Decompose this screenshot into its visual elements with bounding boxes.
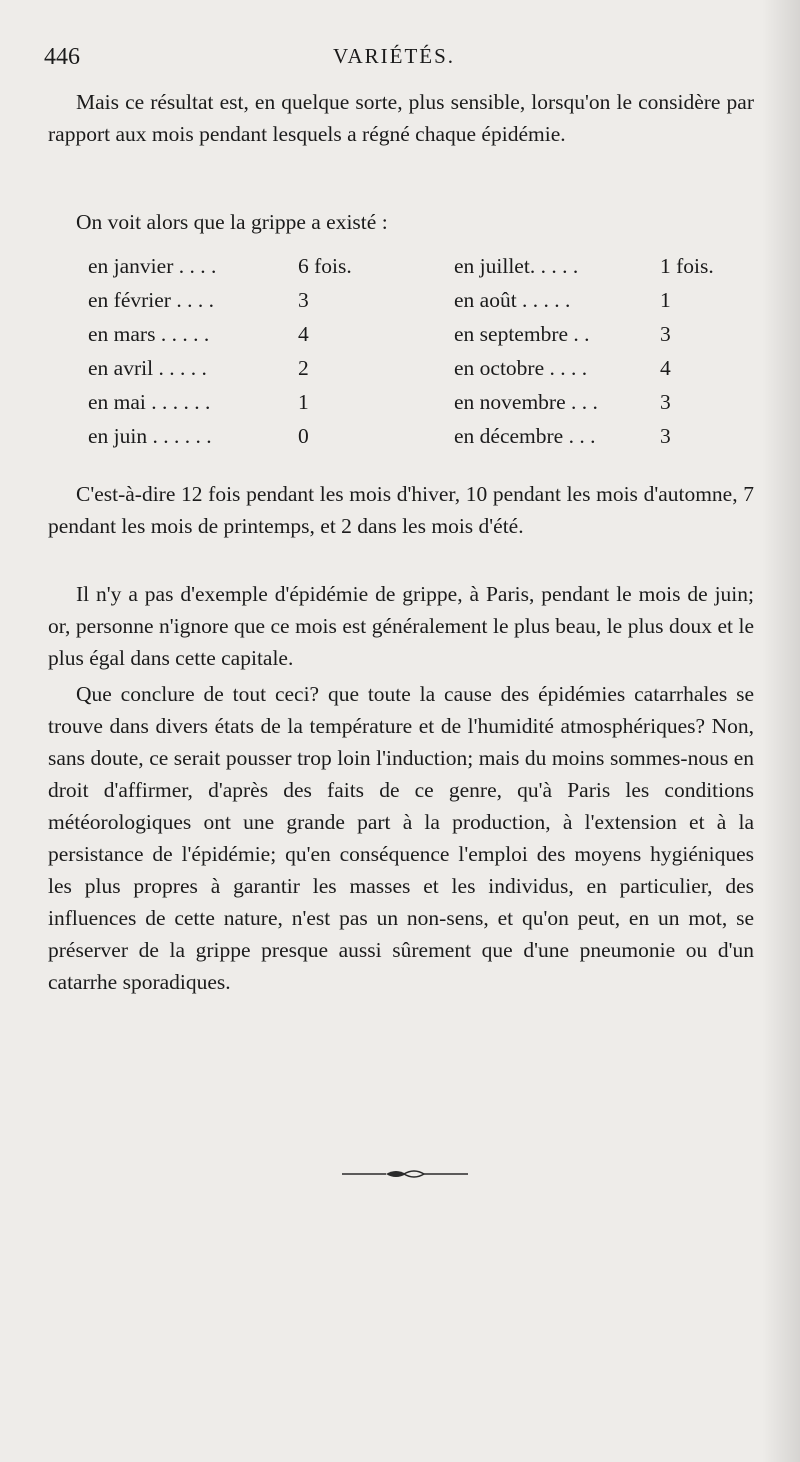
month-count: 3 (660, 322, 671, 346)
month-label: en août . . . . . (454, 288, 571, 312)
page-edge-shadow (762, 0, 800, 1462)
paragraph-conclusion: Que conclure de tout ceci? que toute la cause des épidémies catarrhales se trouve dans divers états de la température et de l'humidité atmosphériques? Non, sans doute, ce serait pousser trop loin l'induction; mais du moins sommes-nous en droit d'affirmer, d'après des faits de ce genre, qu'à Paris les conditions météorologiques ont une grande part à la production, à l'extension et à la persistance de l'épidémie; qu'en conséquence l'emploi des moyens hygiéniques les plus propres à garantir les masses et les individus, en particulier, des influences de cette nature, n'est pas un non-sens, et qu'on peut, en un mot, se préserver de la grippe presque aussi sûrement que d'une pneumonie ou d'un catarrhe sporadiques. (48, 682, 754, 994)
month-label: en octobre . . . . (454, 356, 588, 380)
month-count: 4 (298, 322, 309, 346)
page-header (0, 40, 800, 80)
months-row (88, 390, 748, 424)
paragraph-seasons: C'est-à-dire 12 fois pendant les mois d'hiver, 10 pendant les mois d'automne, 7 pendant les mois de printemps, et 2 dans les mois d'été. (48, 482, 754, 538)
month-label: en avril . . . . . (88, 356, 207, 380)
month-count: 6 fois. (298, 254, 352, 278)
month-label: en juillet. . . . . (454, 254, 579, 278)
paragraph-table-lead: On voit alors que la grippe a existé : (76, 210, 388, 234)
month-label: en février . . . . (88, 288, 214, 312)
month-label: en mai . . . . . . (88, 390, 211, 414)
months-table (88, 254, 748, 458)
running-head: VARIÉTÉS. (333, 44, 456, 68)
page-number: 446 (44, 44, 80, 70)
months-row (88, 254, 748, 288)
months-row (88, 288, 748, 322)
section-ornament (340, 1167, 470, 1181)
month-label: en juin . . . . . . (88, 424, 212, 448)
month-count: 4 (660, 356, 671, 380)
paragraph-june: Il n'y a pas d'exemple d'épidémie de grippe, à Paris, pendant le mois de juin; or, personne n'ignore que ce mois est généralement le plus beau, le plus doux et le plus égal dans cette capitale. (48, 582, 754, 670)
month-label: en janvier . . . . (88, 254, 217, 278)
months-row (88, 322, 748, 356)
month-count: 1 fois. (660, 254, 714, 278)
month-count: 1 (660, 288, 671, 312)
month-count: 2 (298, 356, 309, 380)
month-label: en mars . . . . . (88, 322, 210, 346)
month-count: 3 (298, 288, 309, 312)
paragraph-intro: Mais ce résultat est, en quelque sorte, plus sensible, lorsqu'on le considère par rapport aux mois pendant lesquels a régné chaque épidémie. (48, 90, 754, 146)
month-count: 1 (298, 390, 309, 414)
month-count: 3 (660, 390, 671, 414)
months-row (88, 424, 748, 458)
month-label: en septembre . . (454, 322, 590, 346)
months-row (88, 356, 748, 390)
month-label: en décembre . . . (454, 424, 596, 448)
month-label: en novembre . . . (454, 390, 598, 414)
month-count: 0 (298, 424, 309, 448)
month-count: 3 (660, 424, 671, 448)
